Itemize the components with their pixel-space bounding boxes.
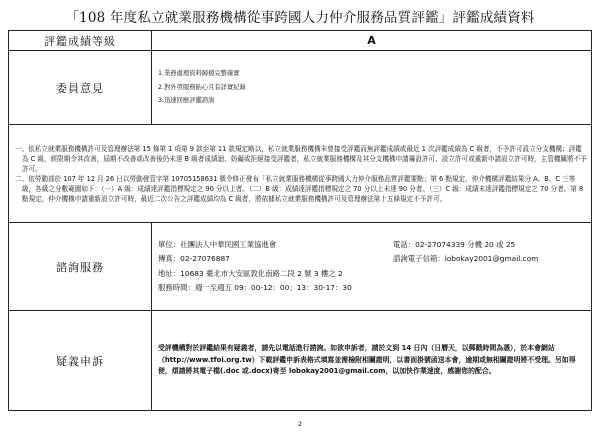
page-title: 「108 年度私立就業服務機構從事跨國人力仲介服務品質評鑑」評鑑成績資料 xyxy=(65,10,535,26)
notes-row xyxy=(9,125,592,223)
service-address: 地址：10683 臺北市大安區敦化南路二段 2 號 3 樓之 2 xyxy=(158,268,343,278)
committee-opinions xyxy=(152,51,592,125)
service-fax: 傳真：02-27076887 xyxy=(158,254,230,264)
service-hours: 服務時間：週一至週五 09：00-12：00；13：30-17：30 xyxy=(158,282,352,292)
service-line xyxy=(158,252,591,266)
committee-label: 委員意見 xyxy=(9,51,152,125)
service-info xyxy=(152,223,592,311)
notes xyxy=(9,125,592,223)
note-item: 二、依勞動部於 107 年 12 月 26 日以勞動發管字第 10705158631 號令修正發布「私立就業服務機構從事跨國人力仲介服務品質評鑑要點」第 6 點規定，仲介機構評鑑結果分 A、B、C 三等級，各級之分數範圍如下：（一）A 級：成績達評鑑指標規定之 90 分以上者。（二）B 級：成績達評鑑指標規定之 70 分以上未達 90 分者。（三）C 級：成績未達評鑑指標規定之 70 分者。第 8 點規定，仲介機構申請重新設立許可時，最近二次公告之評鑑成績均為 C 級者，將依據私立就業服務機構許可及管理辦法第十五條規定不予許可。 xyxy=(15,174,584,203)
committee-row xyxy=(9,51,592,125)
note-item: 一、依私立就業服務機構許可及管理辦法第 15 條第 1 項第 9 款至第 11 款規定略以，私立就業服務機構未曾接受評鑑而無評鑑成績或最近 1 次評鑑成績為 C 級者，不予許可設立分支機構；評鑑為 C 級，經限期令其改善，屆期不改善或改善後仍未達 B 級者成績迴、妨礙或拒絕接受評鑑者，私立就業服務機構及其分支機構申請籌設許可、設立許可或重新申請設立許可時，主管機關將不予許可。 xyxy=(15,144,587,173)
committee-opinion-item: 2.對外勞服務貼心且有詳實紀錄 xyxy=(158,83,246,91)
grade-label: 評鑑成績等級 xyxy=(9,31,152,51)
complaint-text: 受評機構對於評鑑結果有疑義者，請先以電話進行諮詢。如欲申訴者，請於文到 14 日內（日曆天，以郵戳時間為憑），於本會網站（http://www.tfoi.org.tw）下載評鑑申訴表格式填寫並需檢附相關證明，以書面掛號函送本會，逾期或無相關證明將不受理。另如得便，煩請將其電子檔(.doc 或.docx)寄至 lobokay2001@gmail.com，以加快作業速度，感謝您的配合。 xyxy=(152,311,592,411)
grade-row xyxy=(9,31,592,51)
complaint-row xyxy=(9,311,592,411)
service-row xyxy=(9,223,592,311)
service-unit: 單位：社團法人中華民國工業協進會 xyxy=(158,240,277,250)
service-phone: 電話：02-27074339 分機 20 或 25 xyxy=(393,240,516,250)
committee-opinion-item: 3.迅速回應評鑑諮詢 xyxy=(158,97,215,105)
service-email: 諮詢電子信箱：lobokay2001@gmail.com xyxy=(393,254,539,264)
evaluation-table xyxy=(8,30,592,411)
page-number: 2 xyxy=(297,420,303,428)
service-line xyxy=(158,238,591,252)
service-label: 諮詢服務 xyxy=(9,223,152,311)
complaint-label: 疑義申訴 xyxy=(9,311,152,411)
grade-value: A xyxy=(152,31,592,51)
committee-opinion-item: 1.業務處理資料歸檔完整確實 xyxy=(158,70,240,78)
